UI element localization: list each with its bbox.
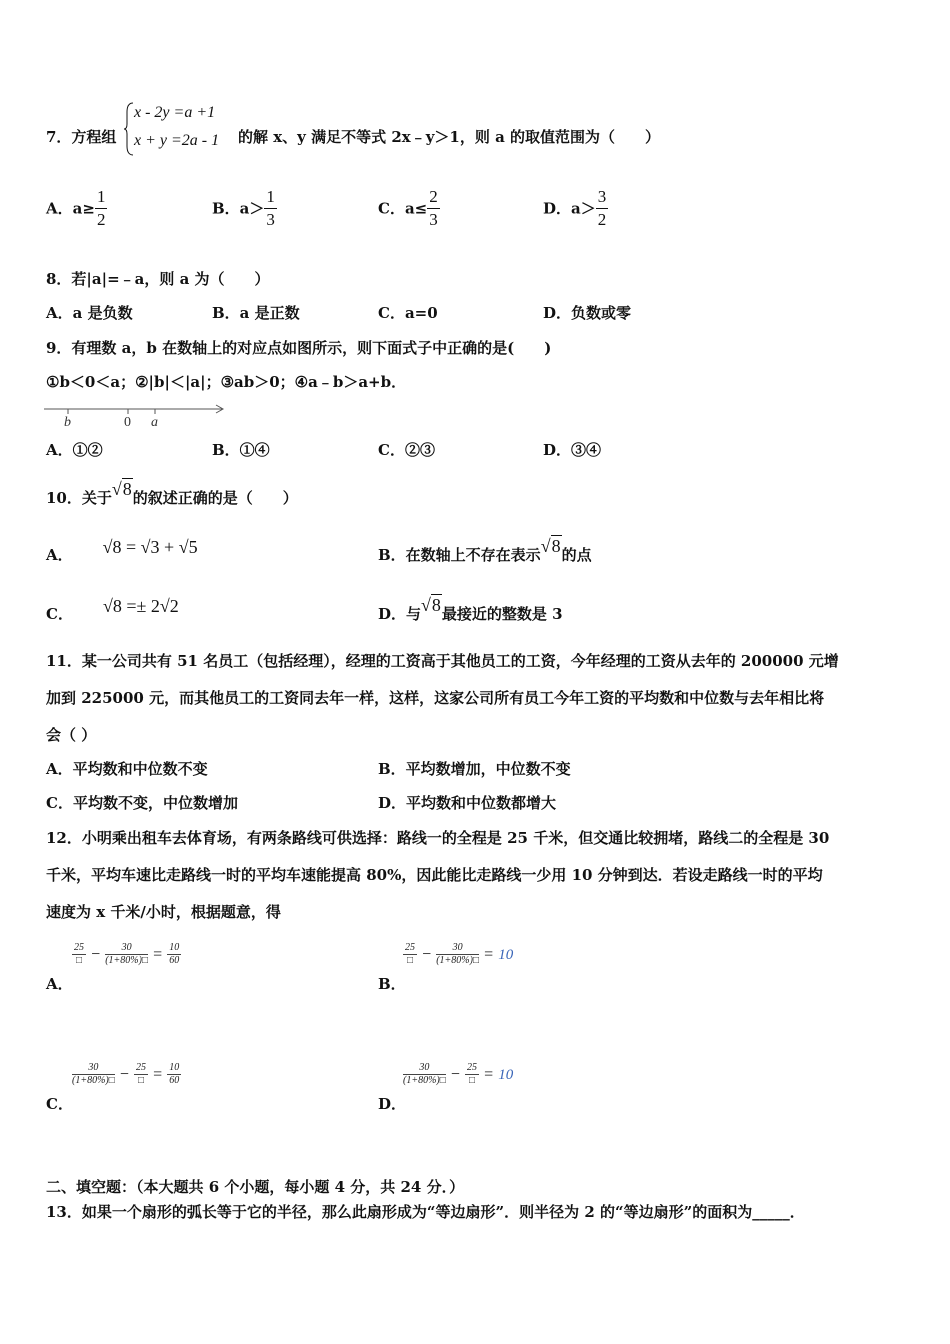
q10-option-c[interactable]: C． √8 =± 2√2 <box>46 596 179 623</box>
q12-line3: 速度为 x 千米/小时，根据题意，得 <box>46 903 281 921</box>
q11-line3: 会（ ） <box>46 726 97 744</box>
q8-option-b[interactable]: B．a 是正数 <box>212 304 300 322</box>
q9-option-c[interactable]: C．②③ <box>378 441 435 459</box>
q8-stem: 8．若|a|=﹣a，则 a 为（ ） <box>46 270 270 288</box>
q10-option-d[interactable]: D．与√8最接近的整数是 3 <box>378 595 563 623</box>
q12-option-a[interactable]: A． <box>46 975 73 993</box>
q9-number-line <box>44 401 226 429</box>
q9-conditions: ①b＜0＜a；②|b|＜|a|；③ab＞0；④a﹣b＞a+b． <box>46 373 407 391</box>
q12-formula-b: $\frac{25}{□}$ − $\frac{30}{(1+80\%)□}$ = 10 <box>405 942 514 966</box>
q8-option-c[interactable]: C．a=0 <box>378 304 438 322</box>
q7-suffix: 的解 x、y 满足不等式 2x﹣y＞1，则 a 的取值范围为（ ） <box>238 128 661 146</box>
q11-option-c[interactable]: C．平均数不变，中位数增加 <box>46 794 238 812</box>
q12-line1: 12．小明乘出租车去体育场，有两条路线可供选择：路线一的全程是 25 千米，但交通比较拥堵，路线二的全程是 30 <box>46 829 830 847</box>
q8-option-a[interactable]: A．a 是负数 <box>46 304 133 322</box>
q9-option-a[interactable]: A．①② <box>46 441 103 459</box>
q11-option-b[interactable]: B．平均数增加，中位数不变 <box>378 760 571 778</box>
q11-option-d[interactable]: D．平均数和中位数都增大 <box>378 794 557 812</box>
section-heading: 二、填空题：（本大题共 6 个小题，每小题 4 分，共 24 分．） <box>46 1178 465 1196</box>
axis-label-zero: 0 <box>124 415 131 429</box>
q9-option-d[interactable]: D．③④ <box>543 441 602 459</box>
q8-option-d[interactable]: D．负数或零 <box>543 304 632 322</box>
q12-formula-a: $\frac{25}{□}$ − $\frac{30}{(1+80\%)□}$ = $\frac{10}{60}$ <box>74 942 180 966</box>
q7-option-c[interactable]: C．a≤ $\frac{2}{3}$ <box>378 187 438 229</box>
q13-stem: 13．如果一个扇形的弧长等于它的半径，那么此扇形成为“等边扇形”．则半径为 2 的“等边扇形”的面积为_____． <box>46 1203 805 1221</box>
axis-label-b: b <box>64 415 71 429</box>
q12-option-b[interactable]: B． <box>378 975 406 993</box>
q11-line2: 加到 225000 元，而其他员工的工资同去年一样，这样，这家公司所有员工今年工资的平均数和中位数与去年相比将 <box>46 689 825 707</box>
q9-option-b[interactable]: B．①④ <box>212 441 270 459</box>
q10-option-a[interactable]: A． √8 = √3 + √5 <box>46 537 198 564</box>
q7-eq1: x - 2y =a +1 <box>134 104 216 121</box>
q7-prefix: 7．方程组 <box>46 128 117 146</box>
axis-label-a: a <box>151 415 158 429</box>
q10-stem: 10．关于√8的叙述正确的是（ ） <box>46 479 298 507</box>
q11-option-a[interactable]: A．平均数和中位数不变 <box>46 760 208 778</box>
q12-option-d[interactable]: D． <box>378 1095 407 1113</box>
q10-option-b[interactable]: B．在数轴上不存在表示√8的点 <box>378 536 592 564</box>
q12-line2: 千米，平均车速比走路线一时的平均车速能提高 80%，因此能比走路线一少用 10 分钟到达．若设走路线一时的平均 <box>46 866 823 884</box>
q7-option-a[interactable]: A．a≥ $\frac{1}{2}$ <box>46 187 106 229</box>
q7-eq2: x + y =2a - 1 <box>134 132 220 149</box>
q7-stem <box>46 127 116 147</box>
q11-line1: 11．某一公司共有 51 名员工（包括经理），经理的工资高于其他员工的工资，今年经理的工资从去年的 200000 元增 <box>46 652 839 670</box>
q12-formula-d: $\frac{30}{(1+80\%)□}$ − $\frac{25}{□}$ = 10 <box>403 1062 514 1086</box>
q7-brace-icon <box>124 102 134 156</box>
q7-option-d[interactable]: D．a＞ $\frac{3}{2}$ <box>543 187 607 229</box>
q9-stem: 9．有理数 a，b 在数轴上的对应点如图所示，则下面式子中正确的是( ) <box>46 339 552 357</box>
q12-option-c[interactable]: C． <box>46 1095 73 1113</box>
q12-formula-c: $\frac{30}{(1+80\%)□}$ − $\frac{25}{□}$ = $\frac{10}{60}$ <box>72 1062 180 1086</box>
q7-option-b[interactable]: B．a＞ $\frac{1}{3}$ <box>212 187 275 229</box>
